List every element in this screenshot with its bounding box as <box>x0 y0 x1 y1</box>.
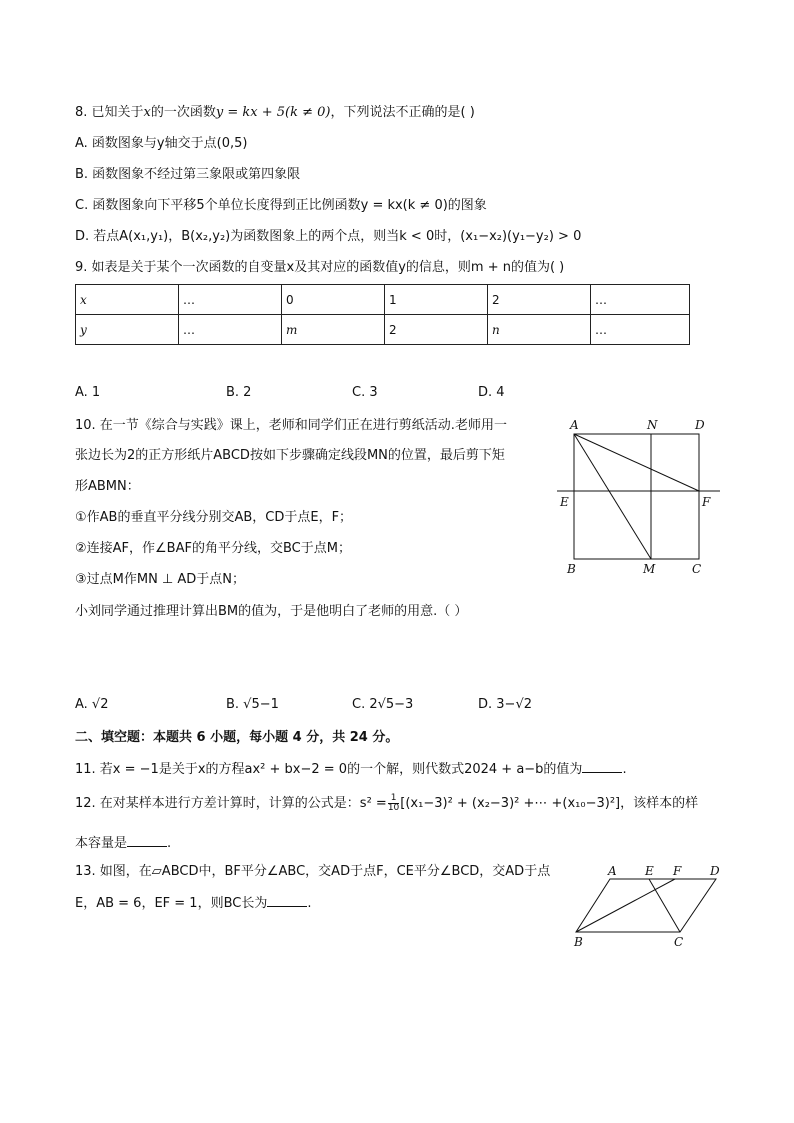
q13-parallelogram-figure <box>570 862 730 950</box>
q10-option-a: A. √2 <box>75 697 109 712</box>
q9-option-c: C. 3 <box>352 385 378 400</box>
line-ce <box>649 879 680 932</box>
q10-step-3: ③过点M作MN ⊥ AD于点N； <box>75 572 246 587</box>
q9-stem: 9. 如表是关于某个一次函数的自变量x及其对应的函数值y的信息，则m + n的值为( ) <box>75 260 565 275</box>
q9-option-d: D. 4 <box>478 385 505 400</box>
q10-line-2: 张边长为2的正方形纸片ABCD按如下步骤确定线段MN的位置，最后剪下矩 <box>75 448 505 463</box>
label-f: F <box>702 495 711 509</box>
table-cell: 2 <box>385 315 488 345</box>
q10-step-2: ②连接AF，作∠BAF的角平分线，交BC于点M； <box>75 541 351 556</box>
square-abcd <box>574 434 699 559</box>
line-af <box>574 434 699 491</box>
q10-option-d: D. 3−√2 <box>478 697 532 712</box>
q8-option-c: C. 函数图象向下平移5个单位长度得到正比例函数y = kx(k ≠ 0)的图象 <box>75 198 487 213</box>
label-d: D <box>710 864 720 878</box>
table-cell: n <box>488 315 591 345</box>
q10-square-figure <box>552 414 724 579</box>
table-cell: 0 <box>282 285 385 315</box>
fraction: $\frac{1}{10}$ <box>387 793 400 813</box>
label-d: D <box>695 418 705 432</box>
table-cell: 1 <box>385 285 488 315</box>
q10-option-b: B. √5−1 <box>226 697 279 712</box>
q10-line-4: 小刘同学通过推理计算出BM的值为，于是他明白了老师的用意.（ ） <box>75 604 468 619</box>
q10-line-1: 10. 在一节《综合与实践》课上，老师和同学们正在进行剪纸活动.老师用一 <box>75 418 507 433</box>
q12-line-2: 本容量是 . <box>75 836 172 851</box>
parallelogram-abcd <box>576 879 716 932</box>
section-heading-fill-in: 二、填空题：本题共 6 小题，每小题 4 分，共 24 分。 <box>75 730 399 745</box>
table-cell: y <box>76 315 179 345</box>
q13-line-1: 13. 如图，在▱ABCD中，BF平分∠ABC，交AD于点F，CE平分∠BCD，交AD于点 <box>75 864 551 879</box>
label-m: M <box>643 562 656 576</box>
q9-value-table <box>75 284 690 345</box>
q13-line-2: E，AB = 6，EF = 1，则BC长为 . <box>75 896 312 911</box>
label-b: B <box>567 562 576 576</box>
table-row <box>76 285 690 315</box>
q10-option-c: C. 2√5−3 <box>352 697 414 712</box>
q8-option-a: A. 函数图象与y轴交于点(0,5) <box>75 136 248 151</box>
table-cell: 2 <box>488 285 591 315</box>
label-n: N <box>647 418 658 432</box>
q12-text: 12. 在对某样本进行方差计算时，计算的公式是：s² = $\frac{1}{10}$ [(x₁−3)² + (x₂−3)² +⋯ +(x₁₀−3)²]，该样本的样 <box>75 793 699 813</box>
table-cell: … <box>179 285 282 315</box>
label-e: E <box>560 495 569 509</box>
answer-blank[interactable] <box>582 760 622 773</box>
label-b: B <box>574 935 583 949</box>
q8-option-d: D. 若点A(x₁,y₁)，B(x₂,y₂)为函数图象上的两个点，则当k < 0时，(x₁−x₂)(y₁−y₂) > 0 <box>75 229 582 244</box>
answer-blank[interactable] <box>127 834 167 847</box>
table-row <box>76 315 690 345</box>
line-am <box>574 434 651 559</box>
label-c: C <box>692 562 702 576</box>
q8-stem: 8. 已知关于x的一次函数y = kx + 5(k ≠ 0)，下列说法不正确的是( ) <box>75 105 475 120</box>
table-cell: … <box>591 285 690 315</box>
label-a: A <box>608 864 617 878</box>
label-e: E <box>645 864 654 878</box>
table-cell: x <box>76 285 179 315</box>
line-bf <box>576 879 675 932</box>
answer-blank[interactable] <box>267 894 307 907</box>
q9-option-a: A. 1 <box>75 385 101 400</box>
table-cell: m <box>282 315 385 345</box>
label-a: A <box>570 418 579 432</box>
q10-step-1: ①作AB的垂直平分线分别交AB，CD于点E，F； <box>75 510 353 525</box>
q11-text: 11. 若x = −1是关于x的方程ax² + bx−2 = 0的一个解，则代数式2024 + a−b的值为 . <box>75 762 627 777</box>
q8-option-b: B. 函数图象不经过第三象限或第四象限 <box>75 167 301 182</box>
q10-line-3: 形ABMN： <box>75 479 140 494</box>
q9-option-b: B. 2 <box>226 385 252 400</box>
table-cell: … <box>591 315 690 345</box>
table-cell: … <box>179 315 282 345</box>
label-f: F <box>673 864 682 878</box>
label-c: C <box>674 935 684 949</box>
